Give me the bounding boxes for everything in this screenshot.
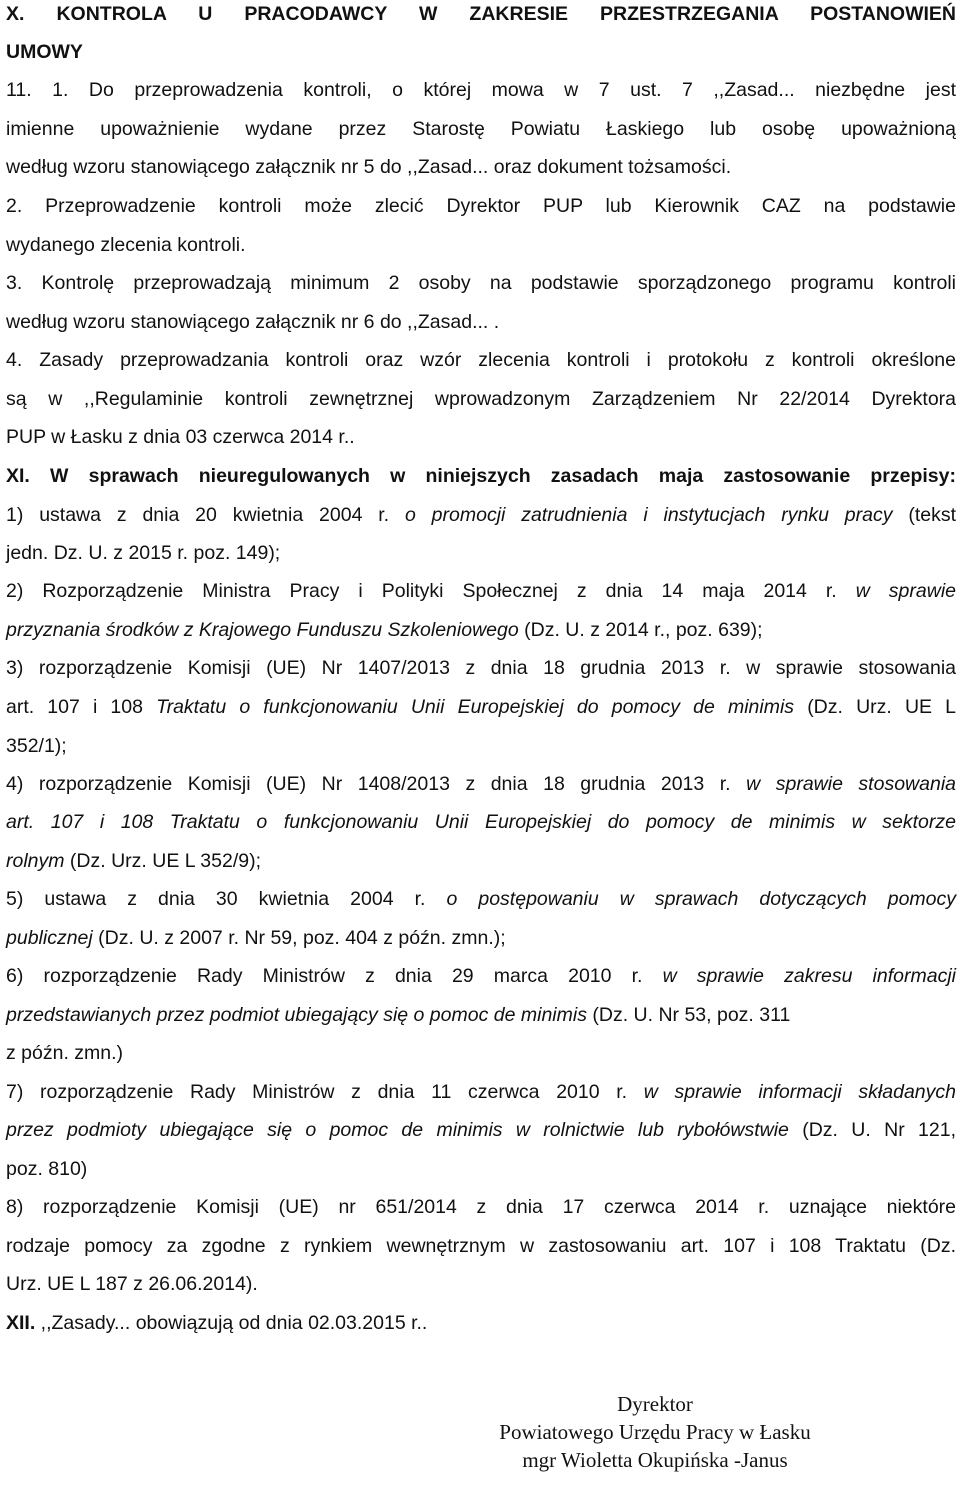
paragraph-3-line1: 3. Kontrolę przeprowadzają minimum 2 osoby na podstawie sporządzonego programu kontroli [6, 272, 956, 294]
item-8-line3: Urz. UE L 187 z 26.06.2014). [6, 1273, 258, 1295]
item-5-line2: publicznej (Dz. U. z 2007 r. Nr 59, poz. 404 z późn. zmn.); [6, 927, 506, 949]
item-7-line3: poz. 810) [6, 1158, 88, 1180]
item-2-line1: 2) Rozporządzenie Ministra Pracy i Polityki Społecznej z dnia 14 maja 2014 r. w sprawie [6, 580, 956, 602]
item-7-line1: 7) rozporządzenie Rady Ministrów z dnia 11 czerwca 2010 r. w sprawie informacji składanych [6, 1081, 956, 1103]
item-1-line2: jedn. Dz. U. z 2015 r. poz. 149); [6, 542, 281, 564]
paragraph-11-1-line1: 11. 1. Do przeprowadzenia kontroli, o której mowa w 7 ust. 7 ,,Zasad... niezbędne jest [6, 79, 956, 101]
item-4-line3: rolnym (Dz. Urz. UE L 352/9); [6, 850, 262, 872]
signature-office: Powiatowego Urzędu Pracy w Łasku [499, 1420, 811, 1444]
section-xii-line: XII. ,,Zasady... obowiązują od dnia 02.03.2015 r.. [6, 1312, 428, 1334]
item-6-line1: 6) rozporządzenie Rady Ministrów z dnia 29 marca 2010 r. w sprawie zakresu informacji [6, 965, 956, 987]
paragraph-3-line2: według wzoru stanowiącego załącznik nr 6 do ,,Zasad... . [6, 311, 500, 333]
item-2-line2: przyznania środków z Krajowego Funduszu Szkoleniowego (Dz. U. z 2014 r., poz. 639); [6, 619, 763, 641]
paragraph-11-1-line3: według wzoru stanowiącego załącznik nr 5 do ,,Zasad... oraz dokument tożsamości. [6, 156, 732, 178]
item-5-line1: 5) ustawa z dnia 30 kwietnia 2004 r. o postępowaniu w sprawach dotyczących pomocy [6, 888, 957, 910]
item-1-line1: 1) ustawa z dnia 20 kwietnia 2004 r. o promocji zatrudnienia i instytucjach rynku pracy (tekst [6, 504, 957, 526]
section-x-heading-line1: X. KONTROLA U PRACODAWCY W ZAKRESIE PRZESTRZEGANIA POSTANOWIEŃ [6, 3, 956, 25]
section-x-heading-line2: UMOWY [6, 41, 83, 63]
signature-title: Dyrektor [617, 1392, 693, 1416]
paragraph-11-1-line2: imienne upoważnienie wydane przez Starostę Powiatu Łaskiego lub osobę upoważnioną [6, 118, 956, 140]
item-4-line2: art. 107 i 108 Traktatu o funkcjonowaniu Unii Europejskiej do pomocy de minimis w sektorze [6, 811, 956, 833]
paragraph-2-line1: 2. Przeprowadzenie kontroli może zlecić Dyrektor PUP lub Kierownik CAZ na podstawie [6, 195, 956, 217]
paragraph-4-line2: są w ,,Regulaminie kontroli zewnętrznej wprowadzonym Zarządzeniem Nr 22/2014 Dyrektora [6, 388, 956, 410]
item-4-line1: 4) rozporządzenie Komisji (UE) Nr 1408/2013 z dnia 18 grudnia 2013 r. w sprawie stosowania [6, 773, 956, 795]
signature-name: mgr Wioletta Okupińska -Janus [522, 1448, 788, 1472]
item-6-line2: przedstawianych przez podmiot ubiegający się o pomoc de minimis (Dz. U. Nr 53, poz. 311 [6, 1004, 791, 1026]
paragraph-2-line2: wydanego zlecenia kontroli. [6, 234, 246, 256]
item-3-line1: 3) rozporządzenie Komisji (UE) Nr 1407/2013 z dnia 18 grudnia 2013 r. w sprawie stosowania [6, 657, 956, 679]
item-3-line2: art. 107 i 108 Traktatu o funkcjonowaniu Unii Europejskiej do pomocy de minimis (Dz. Urz. UE L [6, 696, 957, 718]
section-xi-heading: XI. W sprawach nieuregulowanych w niniejszych zasadach maja zastosowanie przepisy: [6, 465, 956, 487]
paragraph-4-line3: PUP w Łasku z dnia 03 czerwca 2014 r.. [6, 426, 355, 448]
item-7-line2: przez podmioty ubiegające się o pomoc de minimis w rolnictwie lub rybołówstwie (Dz. U. Nr 121, [6, 1119, 956, 1141]
item-3-line3: 352/1); [6, 735, 67, 757]
paragraph-4-line1: 4. Zasady przeprowadzania kontroli oraz wzór zlecenia kontroli i protokołu z kontroli określone [6, 349, 956, 371]
item-8-line2: rodzaje pomocy za zgodne z rynkiem wewnętrznym w zastosowaniu art. 107 i 108 Traktatu (Dz. [6, 1235, 956, 1257]
item-6-line3: z późn. zmn.) [6, 1042, 124, 1064]
item-8-line1: 8) rozporządzenie Komisji (UE) nr 651/2014 z dnia 17 czerwca 2014 r. uznające niektóre [6, 1196, 956, 1218]
